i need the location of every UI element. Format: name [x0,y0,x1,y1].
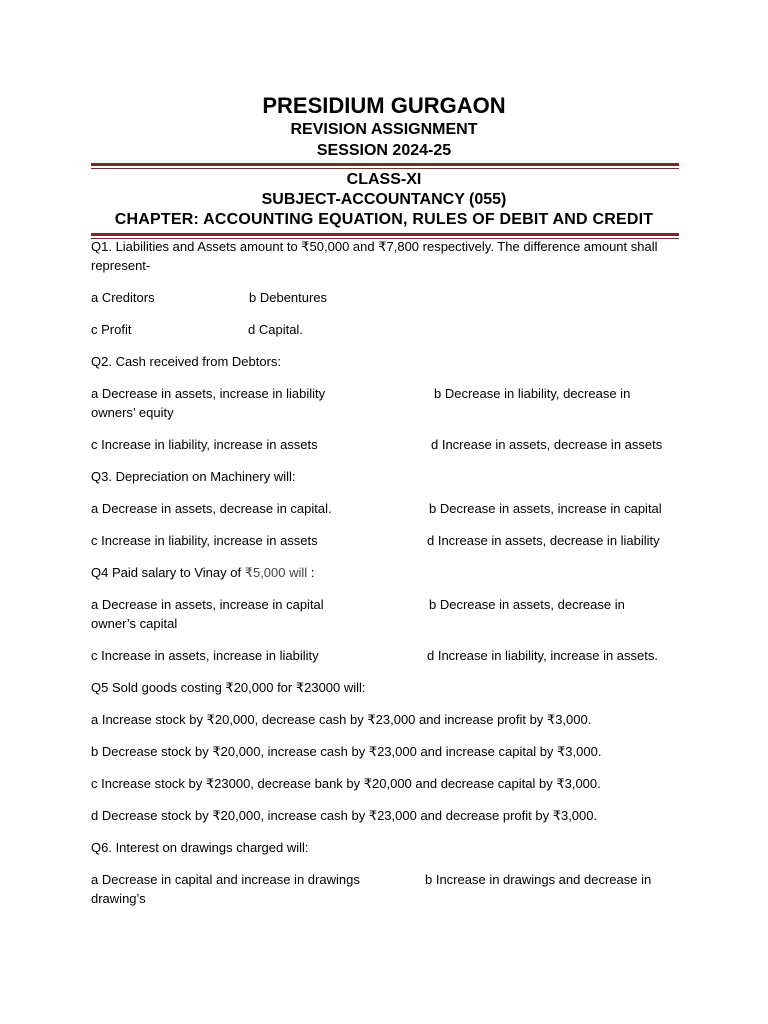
divider-thick-line [91,163,679,166]
question-3-options-ab [91,499,681,518]
school-name: PRESIDIUM GURGAON [262,93,506,118]
question-5-text: Q5 Sold goods costing ₹20,000 for ₹23000 will: [91,680,366,695]
question-6-options-ab [91,870,681,908]
question-2-options-ab [91,384,681,422]
question-6-option-a: a Decrease in capital and increase in drawings [91,872,360,887]
class-label: CLASS-XI [346,171,422,188]
question-2-option-d: d Increase in assets, decrease in assets [431,437,663,452]
divider-thick-line [91,233,679,236]
divider-thin-line [91,168,679,169]
question-4-option-a: a Decrease in assets, increase in capital [91,597,324,612]
question-6-option-b: b Increase in drawings and decrease in [425,872,652,887]
question-4-option-b: b Decrease in assets, decrease in [429,597,625,612]
question-2-option-b-continued: owners’ equity [91,405,174,420]
question-3-options-cd [91,531,681,550]
question-4-text-prefix: Q4 Paid salary to Vinay of [91,565,245,580]
question-3-option-b: b Decrease in assets, increase in capital [429,501,662,516]
question-4-option-b-continued: owner’s capital [91,616,178,631]
question-3-text: Q3. Depreciation on Machinery will: [91,469,296,484]
question-3-option-a: a Decrease in assets, decrease in capital. [91,501,332,516]
question-list [91,237,681,921]
question-4-text-suffix: : [307,565,315,580]
question-1-option-c: c Profit [91,322,132,337]
question-1-options-ab [91,288,681,307]
question-5-option-c: c Increase stock by ₹23000, decrease bank by ₹20,000 and decrease capital by ₹3,000. [91,776,601,791]
question-6-option-b-continued: drawing’s [91,891,146,906]
question-4-option-d: d Increase in liability, increase in assets. [427,648,658,663]
question-2-text: Q2. Cash received from Debtors: [91,354,282,369]
question-4-text [91,563,681,582]
question-1-options-cd [91,320,681,339]
header-divider-top [91,163,679,169]
question-2-option-c: c Increase in liability, increase in assets [91,437,318,452]
question-5-option-b: b Decrease stock by ₹20,000, increase cash by ₹23,000 and increase capital by ₹3,000. [91,744,602,759]
question-2-option-b: b Decrease in liability, decrease in [434,386,631,401]
assignment-title: REVISION ASSIGNMENT [290,121,478,138]
question-3-option-c: c Increase in liability, increase in assets [91,533,318,548]
question-1-option-a: a Creditors [91,290,155,305]
subject-label: SUBJECT-ACCOUNTANCY (055) [261,191,507,208]
question-1-option-b: b Debentures [249,290,328,305]
question-1-text: Q1. Liabilities and Assets amount to ₹50,000 and ₹7,800 respectively. The difference amount shall represent- [91,239,658,273]
question-1-option-d: d Capital. [248,322,303,337]
question-4-options-ab [91,595,681,633]
question-4-options-cd [91,646,681,665]
question-4-amount: ₹5,000 will [244,565,308,580]
question-4-option-c: c Increase in assets, increase in liability [91,648,319,663]
question-3-option-d: d Increase in assets, decrease in liability [427,533,660,548]
chapter-title: CHAPTER: ACCOUNTING EQUATION, RULES OF DEBIT AND CREDIT [114,211,654,228]
question-2-option-a: a Decrease in assets, increase in liability [91,386,326,401]
question-5-option-a: a Increase stock by ₹20,000, decrease cash by ₹23,000 and increase profit by ₹3,000. [91,712,592,727]
session-label: SESSION 2024-25 [316,142,452,159]
question-5-option-d: d Decrease stock by ₹20,000, increase cash by ₹23,000 and decrease profit by ₹3,000. [91,808,598,823]
question-2-options-cd [91,435,681,454]
question-6-text: Q6. Interest on drawings charged will: [91,840,309,855]
